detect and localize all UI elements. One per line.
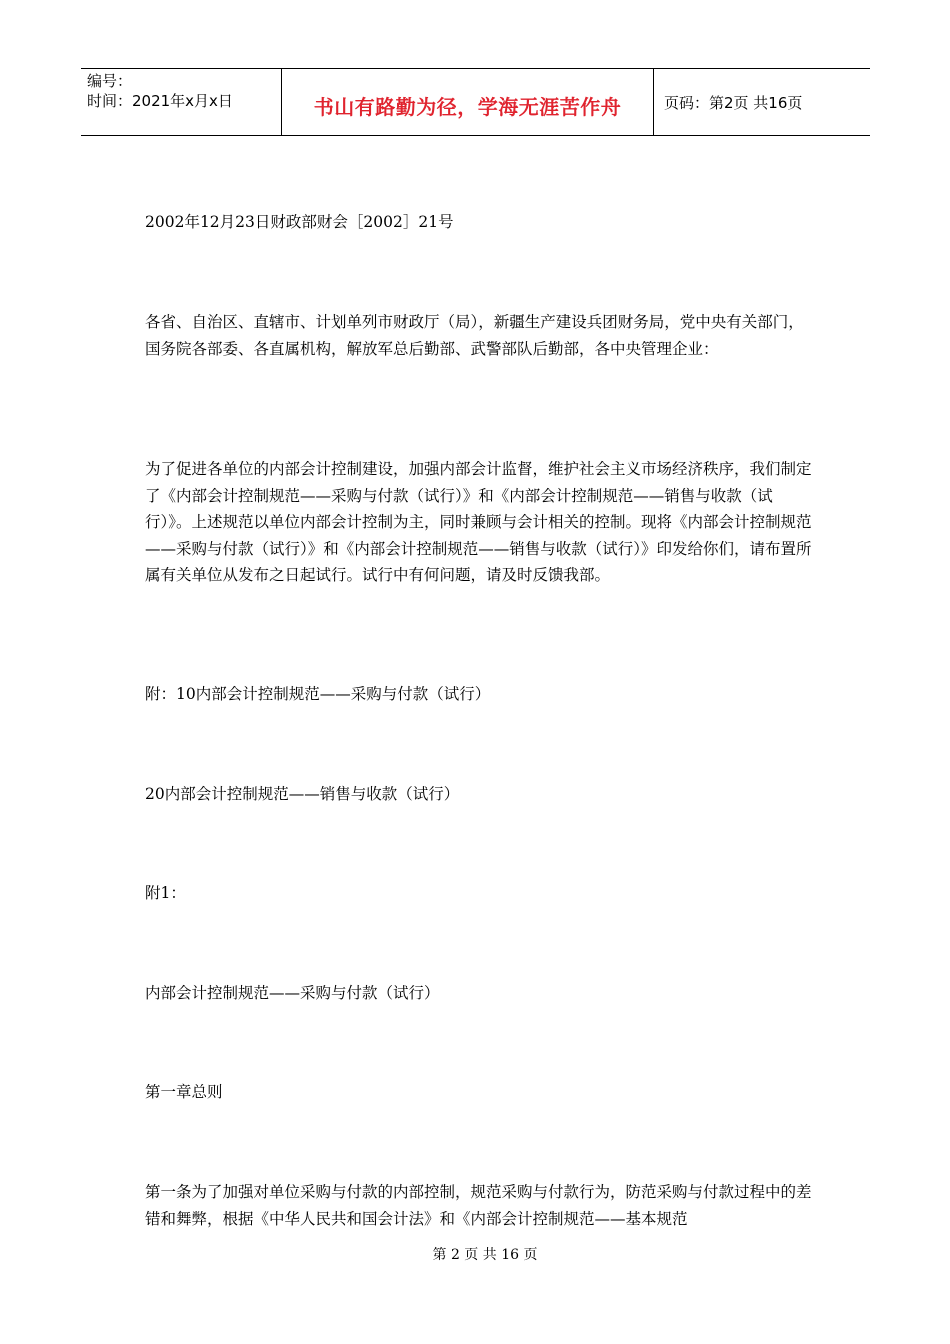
- document-date-label: 时间：2021年x月x日: [87, 92, 233, 110]
- attachment-item-2: 20内部会计控制规范——销售与收款（试行）: [145, 785, 460, 803]
- header-meta: [81, 69, 281, 135]
- header-table: [81, 68, 870, 136]
- page-footer: 第 2 页 共 16 页: [432, 1247, 538, 1263]
- intro-paragraph: 为了促进各单位的内部会计控制建设，加强内部会计监督，维护社会主义市场经济秩序，我们制定了《内部会计控制规范——采购与付款（试行）》和《内部会计控制规范——销售与收款（试行）》。上述规范以单位内部会计控制为主，同时兼顾与会计相关的控制。现将《内部会计控制规范——采购与付款（试行）》和《内部会计控制规范——销售与收款（试行）》印发给你们，请布置所属有关单位从发布之日起试行。试行中有何问题，请及时反馈我部。: [145, 460, 812, 584]
- header-motto: 书山有路勤为径，学海无涯苦作舟: [313, 94, 622, 119]
- article-1-paragraph: 第一条为了加强对单位采购与付款的内部控制，规范采购与付款行为，防范采购与付款过程中的差错和舞弊，根据《中华人民共和国会计法》和《内部会计控制规范——基本规范: [145, 1183, 812, 1228]
- chapter-title: 第一章总则: [145, 1083, 223, 1101]
- addressees-paragraph: 各省、自治区、直辖市、计划单列市财政厅（局），新疆生产建设兵团财务局，党中央有关部门，国务院各部委、各直属机构，解放军总后勤部、武警部队后勤部，各中央管理企业：: [145, 313, 804, 358]
- attachment-item-1: 附：10内部会计控制规范——采购与付款（试行）: [145, 685, 491, 703]
- appendix-title: 内部会计控制规范——采购与付款（试行）: [145, 984, 440, 1002]
- header-page-info: 页码：第2页 共16页: [664, 93, 803, 112]
- document-number-label: 编号：: [87, 72, 133, 90]
- appendix-label: 附1：: [145, 884, 186, 902]
- header-motto-cell: [281, 69, 654, 135]
- document-reference: 2002年12月23日财政部财会［2002］21号: [145, 213, 454, 231]
